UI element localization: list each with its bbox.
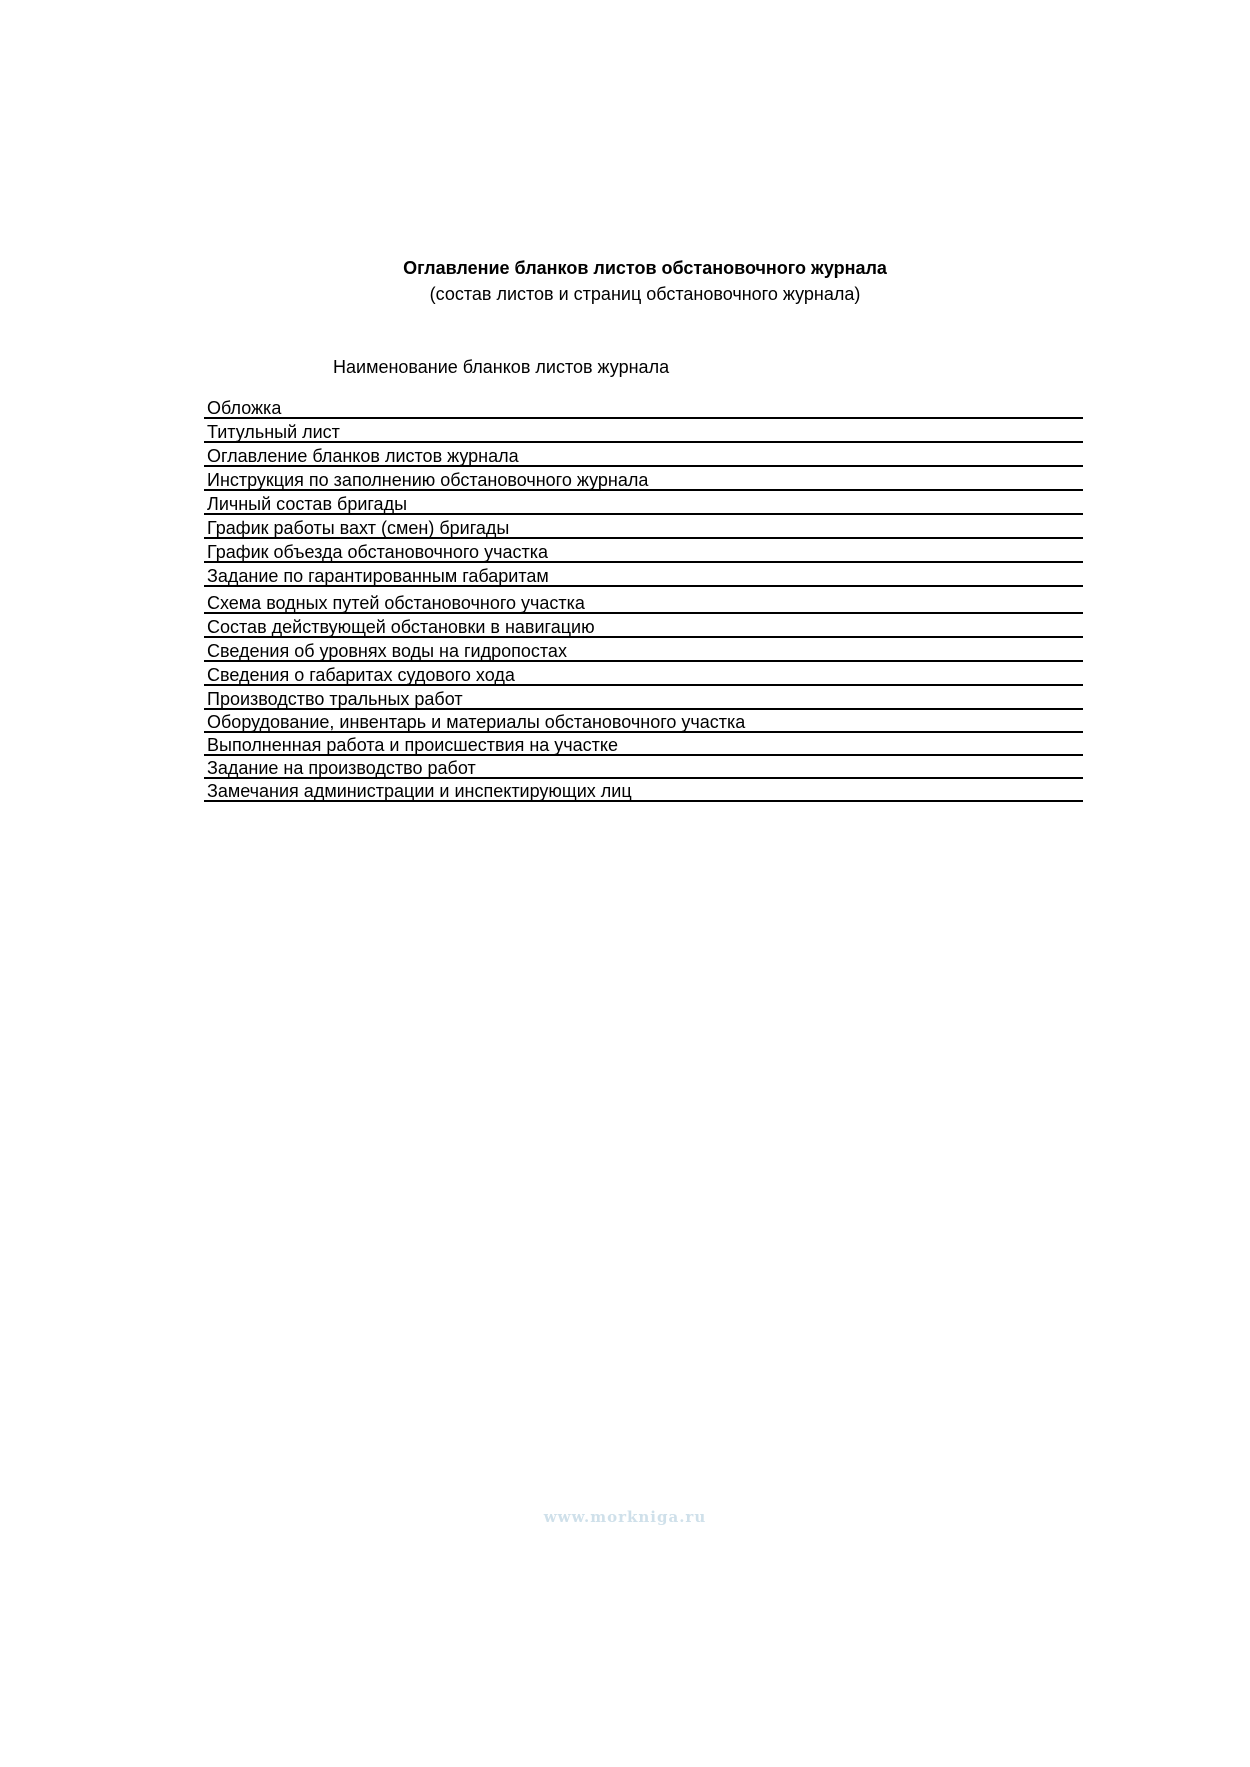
toc-item: Замечания администрации и инспектирующих лиц	[204, 779, 1083, 802]
toc-item: График объезда обстановочного участка	[204, 539, 1083, 563]
toc-item: Оборудование, инвентарь и материалы обстановочного участка	[204, 710, 1083, 733]
toc-item: Схема водных путей обстановочного участка	[204, 587, 1083, 614]
toc-item: Задание на производство работ	[204, 756, 1083, 779]
toc-item: Оглавление бланков листов журнала	[204, 443, 1083, 467]
toc-item: Выполненная работа и происшествия на участке	[204, 733, 1083, 756]
toc-item: Титульный лист	[204, 419, 1083, 443]
watermark: www.morkniga.ru	[543, 1508, 707, 1526]
document-title: Оглавление бланков листов обстановочного журнала	[403, 258, 887, 278]
toc-item: Состав действующей обстановки в навигацию	[204, 614, 1083, 638]
document-subtitle: (состав листов и страниц обстановочного журнала)	[429, 284, 861, 304]
column-header: Наименование бланков листов журнала	[333, 357, 670, 377]
toc-item: Инструкция по заполнению обстановочного журнала	[204, 467, 1083, 491]
toc-item: Сведения об уровнях воды на гидропостах	[204, 638, 1083, 662]
toc-item: Обложка	[204, 392, 1083, 419]
toc-item: Сведения о габаритах судового хода	[204, 662, 1083, 686]
toc-list	[204, 392, 1083, 802]
toc-item: Производство тральных работ	[204, 686, 1083, 710]
toc-item: Личный состав бригады	[204, 491, 1083, 515]
toc-item: График работы вахт (смен) бригады	[204, 515, 1083, 539]
toc-item: Задание по гарантированным габаритам	[204, 563, 1083, 587]
